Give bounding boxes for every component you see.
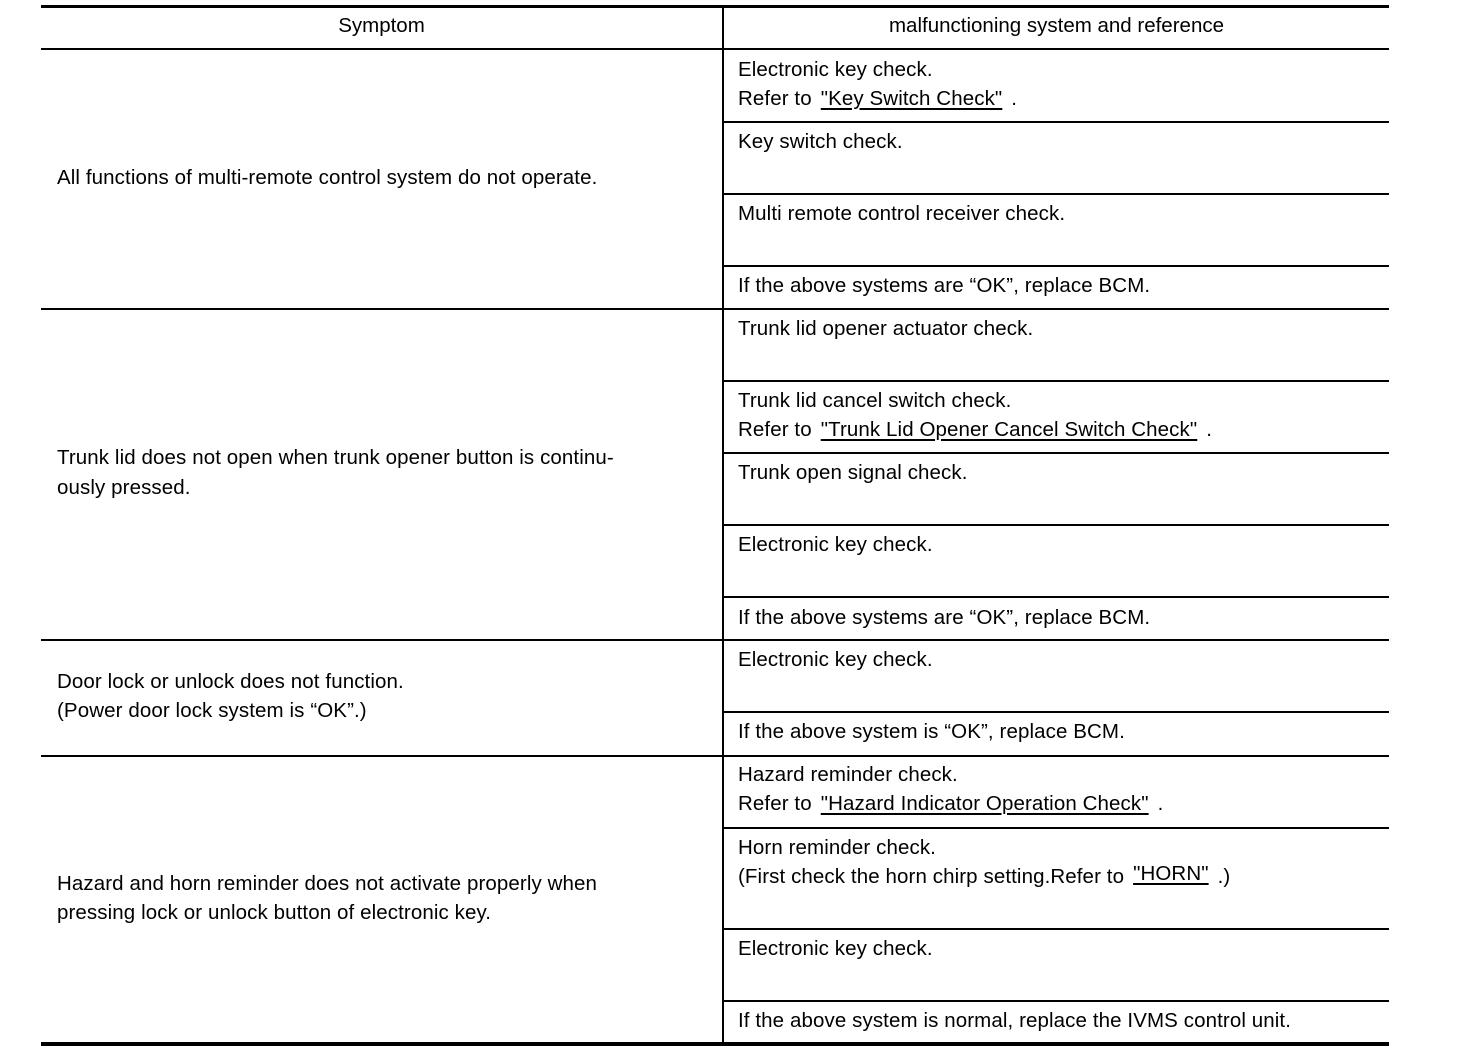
reference-item: Multi remote control receiver check. (738, 202, 1066, 225)
symptom-text: All functions of multi-remote control system do not operate. (57, 166, 598, 189)
reference-item: Electronic key check. (738, 533, 933, 556)
item-rule (723, 121, 1389, 123)
reference-item: Hazard reminder check. (738, 763, 958, 786)
reference-item: If the above systems are “OK”, replace BCM. (738, 606, 1151, 629)
reference-item: Trunk lid cancel switch check. (738, 389, 1012, 412)
table-bottom-rule (41, 1042, 1389, 1046)
reference-line (738, 862, 1230, 891)
header-symptom: Symptom (338, 14, 425, 37)
reference-suffix: . (1011, 87, 1018, 110)
symptom-text: Trunk lid does not open when trunk opener button is continu- (57, 446, 614, 469)
item-rule (723, 193, 1389, 195)
item-rule (723, 1000, 1389, 1002)
refer-to-label: (First check the horn chirp setting.Refer to (738, 865, 1125, 888)
reference-line (738, 84, 1017, 113)
item-rule (723, 711, 1389, 713)
reference-item: Trunk lid opener actuator check. (738, 317, 1034, 340)
item-rule (723, 928, 1389, 930)
reference-item: Electronic key check. (738, 937, 933, 960)
reference-line (738, 789, 1163, 818)
item-rule (723, 524, 1389, 526)
header-rule (41, 48, 1389, 50)
group-rule (41, 308, 1389, 310)
symptom-text: (Power door lock system is “OK”.) (57, 699, 367, 722)
symptom-text: pressing lock or unlock button of electronic key. (57, 901, 492, 924)
item-rule (723, 380, 1389, 382)
reference-item: Trunk open signal check. (738, 461, 968, 484)
refer-to-label: Refer to (738, 87, 812, 110)
symptom-text: ously pressed. (57, 476, 191, 499)
symptom-text: Hazard and horn reminder does not activate properly when (57, 872, 598, 895)
item-rule (723, 827, 1389, 829)
reference-suffix: .) (1217, 865, 1231, 888)
reference-item: Horn reminder check. (738, 836, 936, 859)
table-top-rule (41, 5, 1389, 8)
reference-item: Electronic key check. (738, 648, 933, 671)
link-horn[interactable]: "HORN" (1133, 862, 1209, 885)
reference-item: If the above system is normal, replace the IVMS control unit. (738, 1009, 1292, 1032)
refer-to-label: Refer to (738, 792, 812, 815)
reference-suffix: . (1157, 792, 1164, 815)
item-rule (723, 452, 1389, 454)
refer-to-label: Refer to (738, 418, 812, 441)
symptom-text: Door lock or unlock does not function. (57, 670, 404, 693)
reference-line (738, 415, 1212, 444)
group-rule (41, 639, 1389, 641)
link-trunk-lid-opener-cancel-switch-check[interactable]: "Trunk Lid Opener Cancel Switch Check" (820, 418, 1198, 441)
header-reference: malfunctioning system and reference (888, 14, 1224, 37)
reference-item: Electronic key check. (738, 58, 933, 81)
group-rule (41, 755, 1389, 757)
reference-item: Key switch check. (738, 130, 903, 153)
item-rule (723, 265, 1389, 267)
reference-suffix: . (1206, 418, 1213, 441)
item-rule (723, 596, 1389, 598)
link-key-switch-check[interactable]: "Key Switch Check" (820, 87, 1003, 110)
reference-item: If the above systems are “OK”, replace BCM. (738, 274, 1151, 297)
reference-item: If the above system is “OK”, replace BCM. (738, 720, 1125, 743)
link-hazard-indicator-operation-check[interactable]: "Hazard Indicator Operation Check" (820, 792, 1149, 815)
